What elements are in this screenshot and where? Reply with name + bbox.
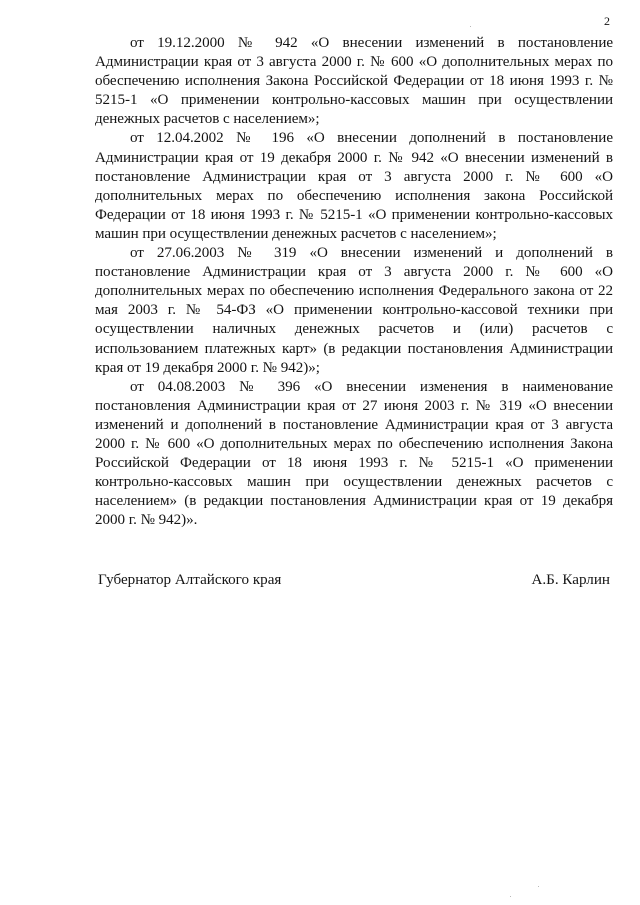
signatory-name: А.Б. Карлин <box>531 572 610 588</box>
paragraph-decree-942: от 19.12.2000 № 942 «О внесении изменений в постановление Администрации края от 3 августа 2000 г. № 600 «О дополнительных мерах по обеспечению исполнения Закона Российской Федерации от 18 июня 1993 г. № 5215-1 «О применении контрольно-кассовых машин при осуществлении денежных расчетов с населением»; <box>95 35 613 128</box>
signatory-title: Губернатор Алтайского края <box>98 572 282 588</box>
signature-block <box>98 570 610 590</box>
paragraph-decree-196: от 12.04.2002 № 196 «О внесении дополнений в постановление Администрации края от 19 декабря 2000 г. № 942 «О внесении изменений в постановление Администрации края от 3 августа 2000 г. № 600 «О дополнительных мерах по обеспечению исполнения закона Российской Федерации от 18 июня 1993 г. № 5215-1 «О применении контрольно-кассовых машин при осуществлении денежных расчетов с населением»; <box>95 130 613 242</box>
paragraph-decree-319: от 27.06.2003 № 319 «О внесении изменений и дополнений в постановление Администрации края от 3 августа 2000 г. № 600 «О дополнительных мерах по обеспечению исполнения Федерального закона от 22 мая 2003 г. № 54-ФЗ «О применении контрольно-кассовой техники при осуществлении наличных денежных расчетов и (или) расчетов с использованием платежных карт» (в редакции постановления Администрации края от 19 декабря 2000 г. № 942)»; <box>95 245 613 376</box>
scan-speck <box>538 886 539 887</box>
scan-speck <box>470 26 471 27</box>
paragraph-decree-396: от 04.08.2003 № 396 «О внесении изменения в наименование постановления Администрации края от 27 июня 2003 г. № 319 «О внесении изменений и дополнений в постановление Администрации края от 3 августа 2000 г. № 600 «О дополнительных мерах по обеспечению исполнения Закона Российской Федерации от 18 июня 1993 г. № 5215-1 «О применении контрольно-кассовых машин при осуществлении денежных расчетов с населением» (в редакции постановления Администрации края от 19 декабря 2000 г. № 942)». <box>95 378 613 529</box>
page-number: 2 <box>604 14 610 28</box>
scan-speck <box>510 896 511 897</box>
document-body <box>95 34 613 530</box>
